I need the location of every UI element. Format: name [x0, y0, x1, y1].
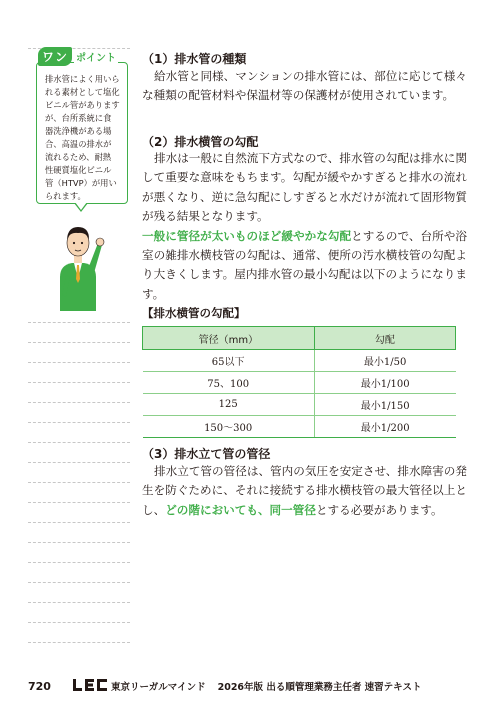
table-row	[143, 350, 456, 372]
rule-line	[28, 522, 130, 523]
publisher-name: 東京リーガルマインド	[110, 682, 206, 693]
lec-logo-icon	[73, 679, 107, 691]
table-cell: 最小1/150	[314, 394, 455, 416]
table-cell: 125	[143, 394, 315, 416]
one-point-label-big: ワン	[38, 47, 72, 66]
tip-line: 性硬質塩化ビニル	[45, 165, 112, 175]
table-row	[143, 394, 456, 416]
section3-text: 排水立て管の管径は、管内の気圧を安定させ、排水障害の発生を防ぐために、それに接続する排水横枝管の最大管径以上とし、	[142, 464, 467, 517]
tip-line: が、台所系統に食	[45, 113, 112, 123]
rule-line	[28, 422, 130, 423]
rule-line	[28, 502, 130, 503]
section2-highlight: 一般に管径が太いものほど緩やかな勾配	[142, 228, 352, 243]
section2-text: 排水は一般に自然流下方式なので、排水管の勾配は排水に関して重要な意味をもちます。勾配が緩やかすぎると排水の流れが悪くなり、逆に急勾配にしすぎると水だけが流れて固形物質が残る結果となります。	[142, 151, 467, 224]
gradient-table	[142, 326, 456, 438]
page-footer	[28, 678, 468, 694]
section1-heading: （1）排水管の種類	[142, 52, 247, 66]
one-point-tip-box	[36, 62, 128, 204]
table-cell: 最小1/50	[314, 350, 455, 372]
tip-line: 合、高温の排水が	[45, 139, 112, 149]
section3-body	[142, 462, 467, 520]
rule-line	[28, 622, 130, 623]
table-row	[143, 416, 456, 438]
table-header-cell: 管径（mm）	[143, 327, 315, 350]
rule-line	[28, 482, 130, 483]
table-cell: 最小1/200	[314, 416, 455, 438]
section3-highlight: どの階においても、同一管径	[165, 502, 316, 517]
one-point-label	[38, 47, 118, 65]
table-caption: 【排水横管の勾配】	[142, 306, 246, 320]
tip-line: 排水管によく用いら	[45, 74, 120, 84]
page-number: 720	[28, 679, 51, 693]
section2-body	[142, 149, 467, 304]
rule-line	[28, 542, 130, 543]
rule-line	[28, 442, 130, 443]
table-header-row	[143, 327, 456, 350]
table-cell: 65以下	[143, 350, 315, 372]
rule-line	[28, 642, 130, 643]
tip-line: れる素材として塩化	[45, 87, 120, 97]
tip-line: ビニル管があります	[45, 100, 120, 110]
tip-line: 流れるため、耐熱	[45, 152, 112, 162]
rule-line	[28, 342, 130, 343]
rule-line	[28, 382, 130, 383]
tip-tail-inner	[75, 202, 87, 210]
section2-text2: とするので、台所や浴室の雑排水横枝管の勾配は、通常、便所の汚水横枝管の勾配より大きくします。屋内排水管の最小勾配は以下のようになります。	[142, 228, 467, 301]
table-header-cell: 勾配	[314, 327, 455, 350]
tip-line: られます。	[45, 191, 86, 201]
section3-heading: （3）排水立て管の管径	[142, 447, 271, 461]
lec-logo	[73, 679, 107, 694]
instructor-illustration	[48, 215, 108, 313]
table-row	[143, 372, 456, 394]
rule-line	[28, 582, 130, 583]
table-cell: 75、100	[143, 372, 315, 394]
tip-line: 管（HTVP）が用い	[45, 178, 117, 188]
section3-text-b: とする必要があります。	[315, 502, 443, 517]
book-title: 2026年版 出る順管理業務主任者 速習テキスト	[217, 682, 422, 693]
rule-line	[28, 562, 130, 563]
table-cell: 最小1/100	[314, 372, 455, 394]
section2-heading: （2）排水横管の勾配	[142, 135, 259, 149]
tip-line: 器洗浄機がある場	[45, 126, 112, 136]
one-point-label-small: ポイント	[74, 49, 118, 64]
rule-line	[28, 462, 130, 463]
rule-line	[28, 322, 130, 323]
table-cell: 150～300	[143, 416, 315, 438]
section1-body: 給水管と同様、マンションの排水管には、部位に応じて様々な種類の配管材料や保温材等の保護材が使用されています。	[142, 69, 467, 103]
rule-line	[28, 402, 130, 403]
rule-line	[28, 362, 130, 363]
rule-line	[28, 602, 130, 603]
